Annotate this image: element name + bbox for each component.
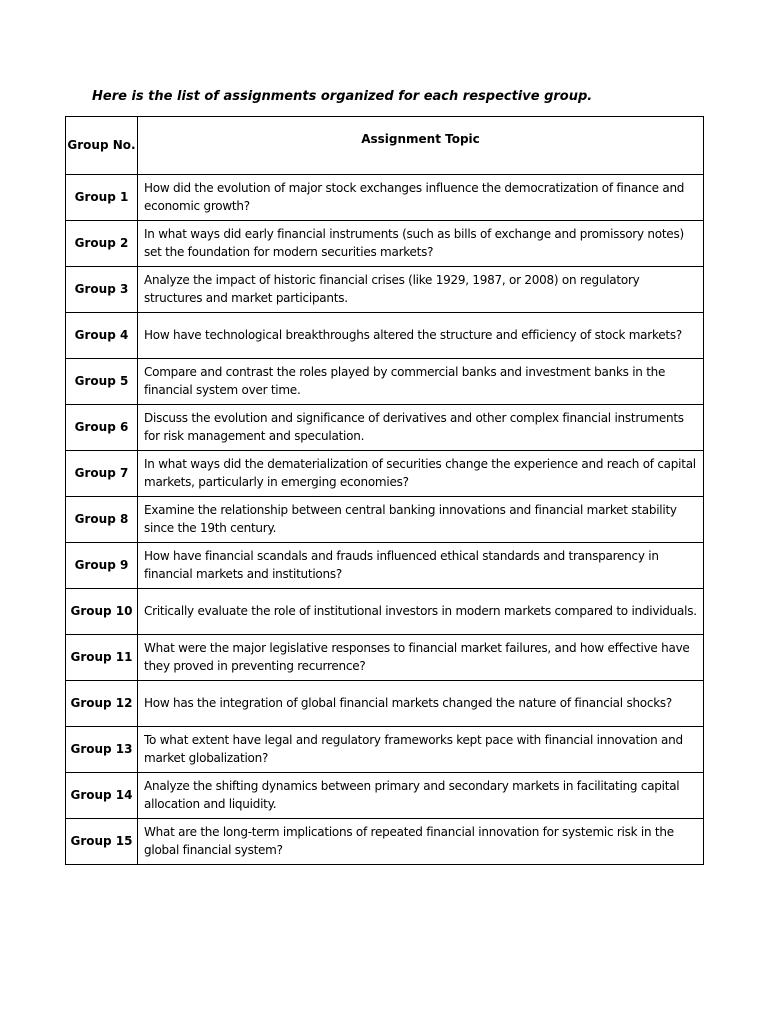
group-cell: Group 10	[66, 589, 138, 635]
topic-cell: Analyze the impact of historic financial crises (like 1929, 1987, or 2008) on regulatory structures and market participants.	[138, 267, 704, 313]
topic-cell: Critically evaluate the role of institutional investors in modern markets compared to individuals.	[138, 589, 704, 635]
group-cell: Group 7	[66, 451, 138, 497]
table-row	[66, 543, 704, 589]
group-cell: Group 6	[66, 405, 138, 451]
topic-cell: Discuss the evolution and significance of derivatives and other complex financial instruments for risk management and speculation.	[138, 405, 704, 451]
table-row	[66, 175, 704, 221]
topic-cell: Compare and contrast the roles played by commercial banks and investment banks in the financial system over time.	[138, 359, 704, 405]
group-cell: Group 9	[66, 543, 138, 589]
topic-cell: What are the long-term implications of repeated financial innovation for systemic risk in the global financial system?	[138, 819, 704, 865]
topic-cell: What were the major legislative responses to financial market failures, and how effective have they proved in preventing recurrence?	[138, 635, 704, 681]
table-row	[66, 727, 704, 773]
topic-cell: Examine the relationship between central banking innovations and financial market stability since the 19th century.	[138, 497, 704, 543]
topic-cell: How did the evolution of major stock exchanges influence the democratization of finance and economic growth?	[138, 175, 704, 221]
intro-text: Here is the list of assignments organized for each respective group.	[92, 89, 593, 104]
header-group-no: Group No.	[66, 117, 138, 175]
topic-cell: In what ways did early financial instruments (such as bills of exchange and promissory notes) set the foundation for modern securities markets?	[138, 221, 704, 267]
table-row	[66, 497, 704, 543]
table-row	[66, 773, 704, 819]
table-row	[66, 635, 704, 681]
group-cell: Group 13	[66, 727, 138, 773]
table-row	[66, 267, 704, 313]
table-body	[66, 175, 704, 865]
topic-cell: How have technological breakthroughs altered the structure and efficiency of stock markets?	[138, 313, 704, 359]
group-cell: Group 12	[66, 681, 138, 727]
header-assignment-topic: Assignment Topic	[138, 117, 704, 175]
group-cell: Group 14	[66, 773, 138, 819]
table-row	[66, 221, 704, 267]
group-cell: Group 11	[66, 635, 138, 681]
table-row	[66, 405, 704, 451]
group-cell: Group 4	[66, 313, 138, 359]
topic-cell: In what ways did the dematerialization of securities change the experience and reach of capital markets, particularly in emerging economies?	[138, 451, 704, 497]
table-row	[66, 589, 704, 635]
assignments-table	[65, 116, 704, 865]
topic-cell: Analyze the shifting dynamics between primary and secondary markets in facilitating capital allocation and liquidity.	[138, 773, 704, 819]
table-header-row	[66, 117, 704, 175]
group-cell: Group 15	[66, 819, 138, 865]
group-cell: Group 2	[66, 221, 138, 267]
table-row	[66, 681, 704, 727]
topic-cell: How has the integration of global financial markets changed the nature of financial shocks?	[138, 681, 704, 727]
table-row	[66, 819, 704, 865]
topic-cell: How have financial scandals and frauds influenced ethical standards and transparency in financial markets and institutions?	[138, 543, 704, 589]
table-row	[66, 451, 704, 497]
group-cell: Group 3	[66, 267, 138, 313]
table-row	[66, 359, 704, 405]
table-row	[66, 313, 704, 359]
group-cell: Group 5	[66, 359, 138, 405]
group-cell: Group 1	[66, 175, 138, 221]
topic-cell: To what extent have legal and regulatory frameworks kept pace with financial innovation and market globalization?	[138, 727, 704, 773]
group-cell: Group 8	[66, 497, 138, 543]
